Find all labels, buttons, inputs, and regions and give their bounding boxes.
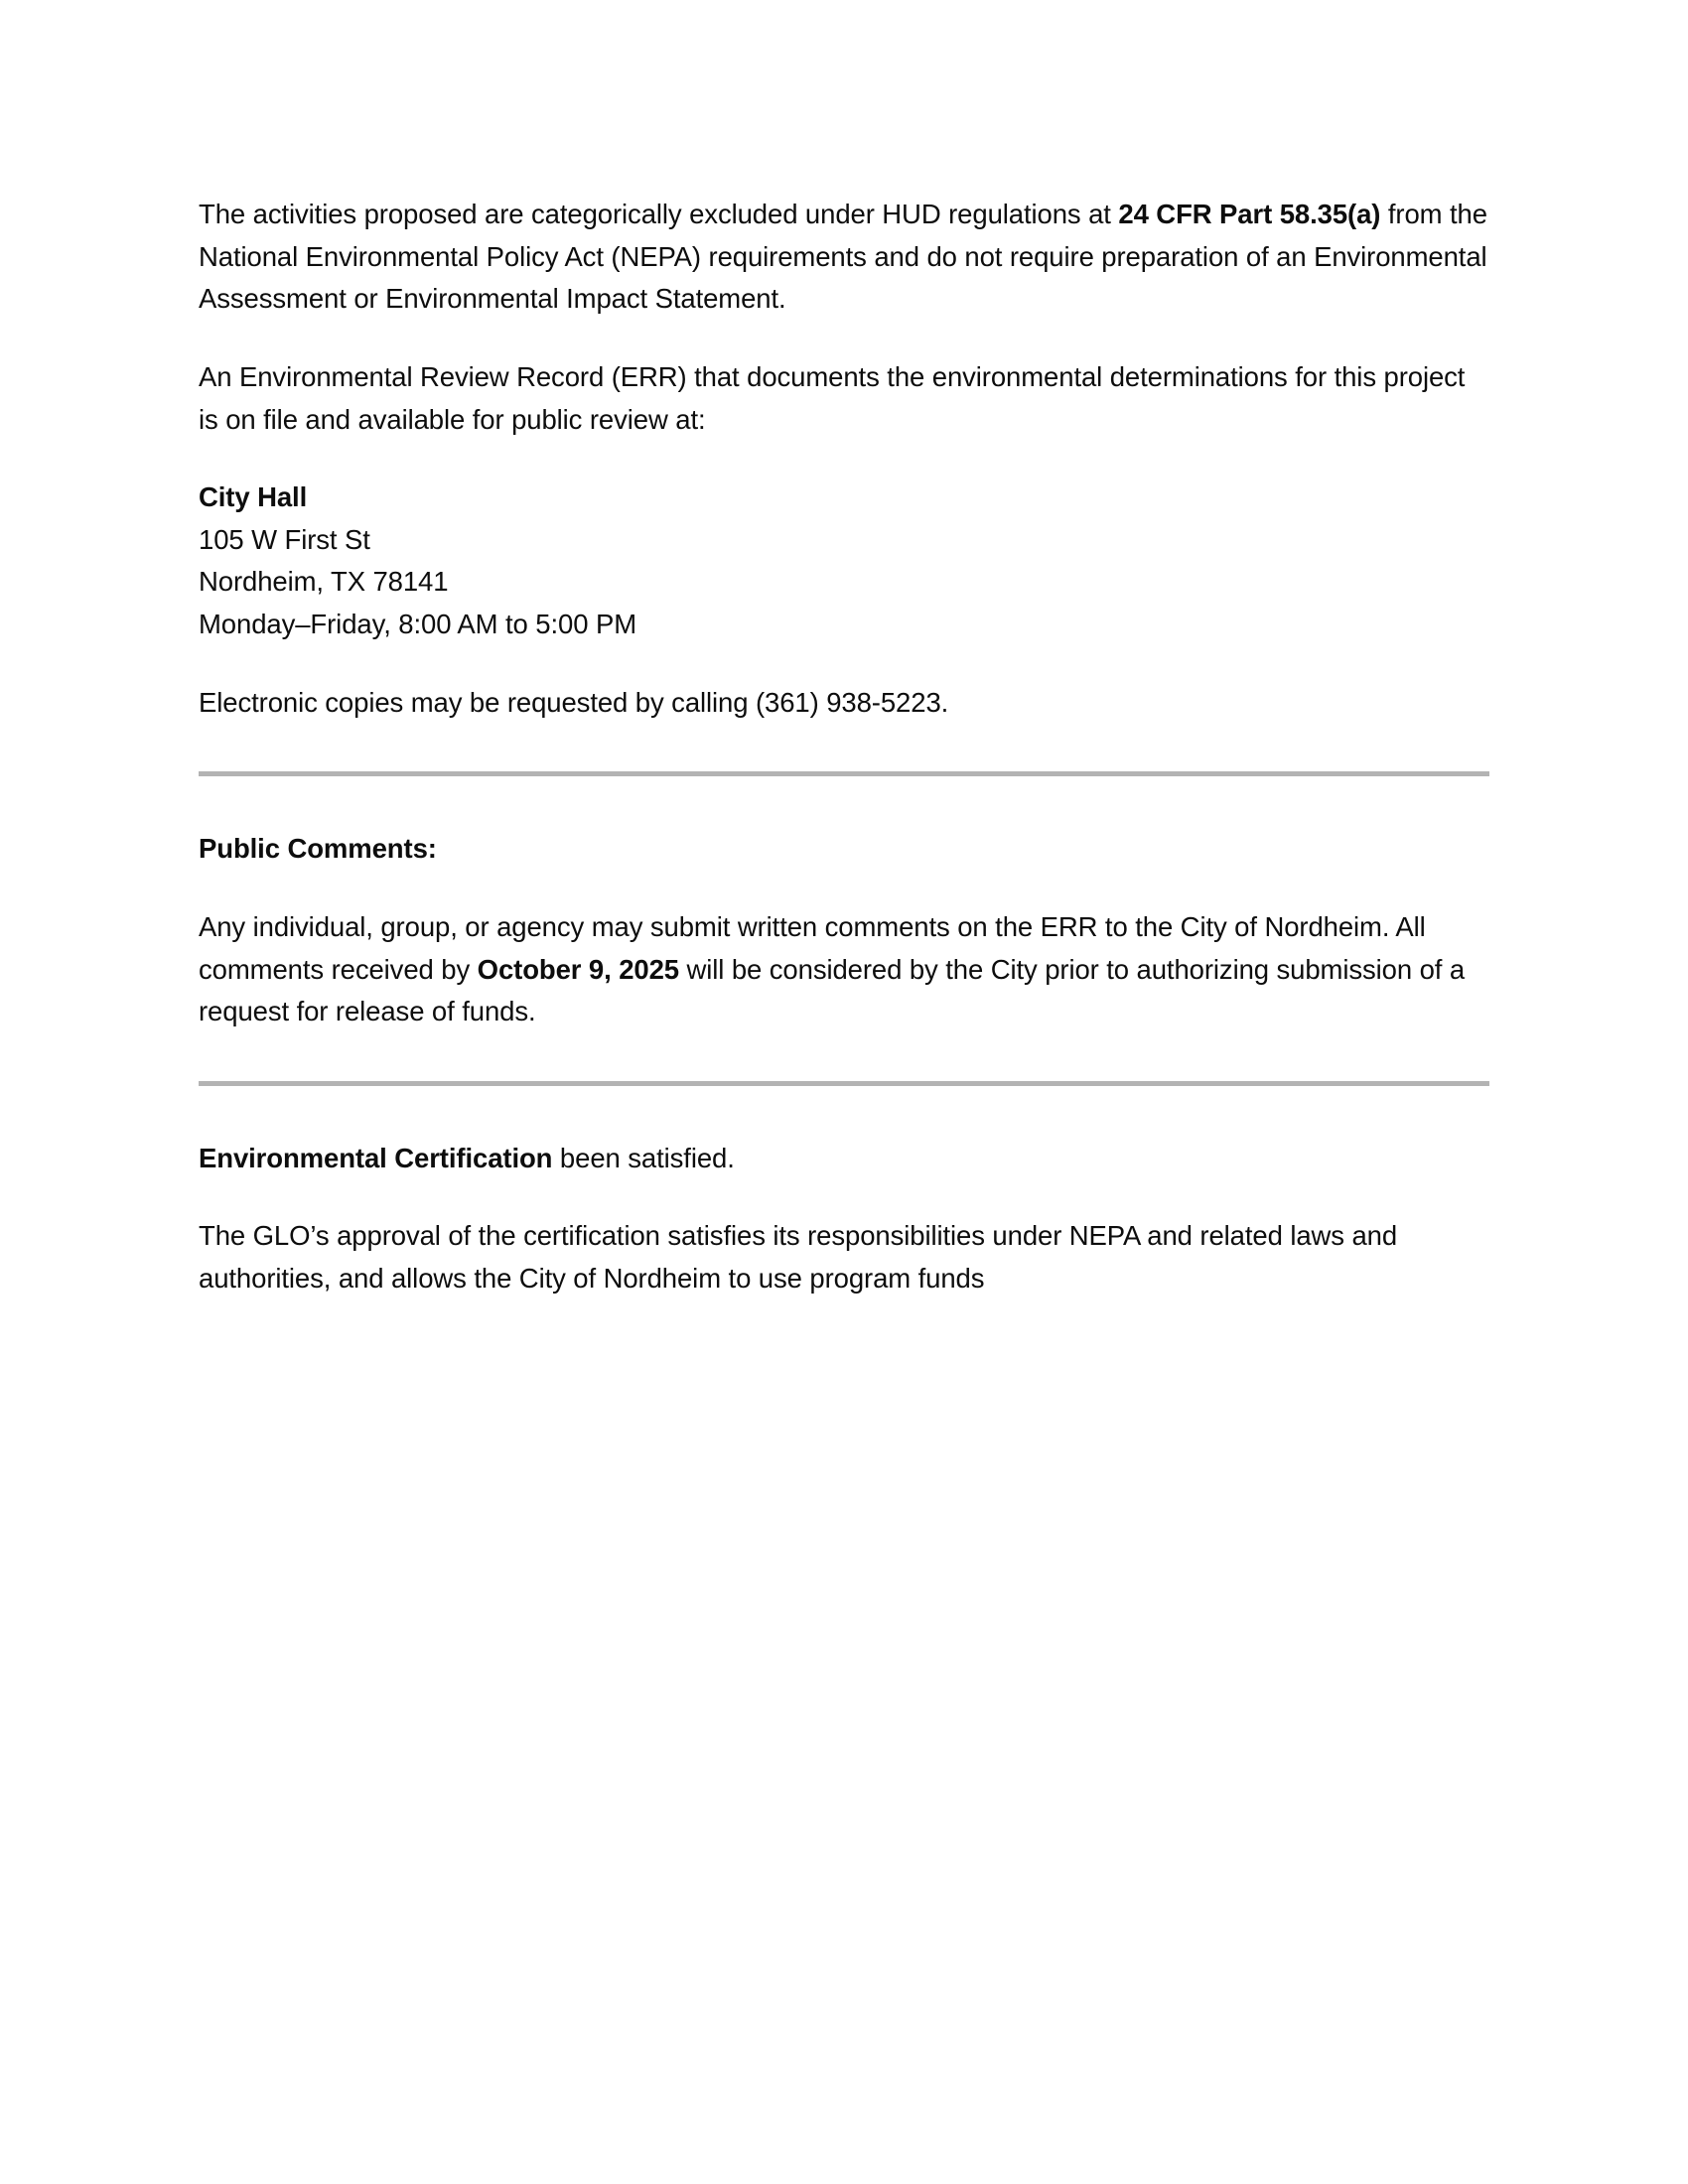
public-comments-text-part1: Any individual, group, or agency may submit written comments on the ERR to the City of Nordheim. All comments received by [199,910,1426,985]
section-divider-bottom [199,1081,1489,1086]
environmental-certification-rest: been satisfied. [552,1142,735,1173]
paragraph-categorical-exclusion [199,194,1489,321]
section-divider-top [199,771,1489,776]
document-content [199,194,1489,1300]
comment-deadline-bold: October 9, 2025 [477,953,679,985]
environmental-certification-label-bold: Environmental Certification [199,1142,553,1173]
paragraph-public-comments [199,906,1489,1033]
address-block [199,477,1489,646]
paragraph-environmental-certification [199,1138,1489,1180]
paragraph-err-availability: An Environmental Review Record (ERR) that documents the environmental determinations for this project is on file and available for public review at: [199,360,1466,435]
address-location-name: City Hall [199,481,308,513]
public-comments-text-part2: will be considered by the City prior to authorizing submission of a request for release of funds. [199,953,1466,1027]
cfr-citation-bold: 24 CFR Part 58.35(a) [1118,199,1381,229]
paragraph-glo-approval: The GLO’s approval of the certification satisfies its responsibilities under NEPA and related laws and authorities, and allows the City of Nordheim to use program funds [199,1220,1398,1294]
categorical-exclusion-text-part1: The activities proposed are categorically excluded under HUD regulations at [199,199,1119,229]
heading-public-comments: Public Comments: [199,833,437,865]
address-street: 105 W First St [199,523,370,555]
paragraph-electronic-copies: Electronic copies may be requested by calling (361) 938-5223. [199,686,949,718]
address-office-hours: Monday–Friday, 8:00 AM to 5:00 PM [199,609,636,639]
address-city-state-zip: Nordheim, TX 78141 [199,566,449,598]
categorical-exclusion-text-part2: from the National Environmental Policy Act (NEPA) requirements and do not require preparation of an Environmental Assessment or Environmental Impact Statement. [199,199,1487,315]
